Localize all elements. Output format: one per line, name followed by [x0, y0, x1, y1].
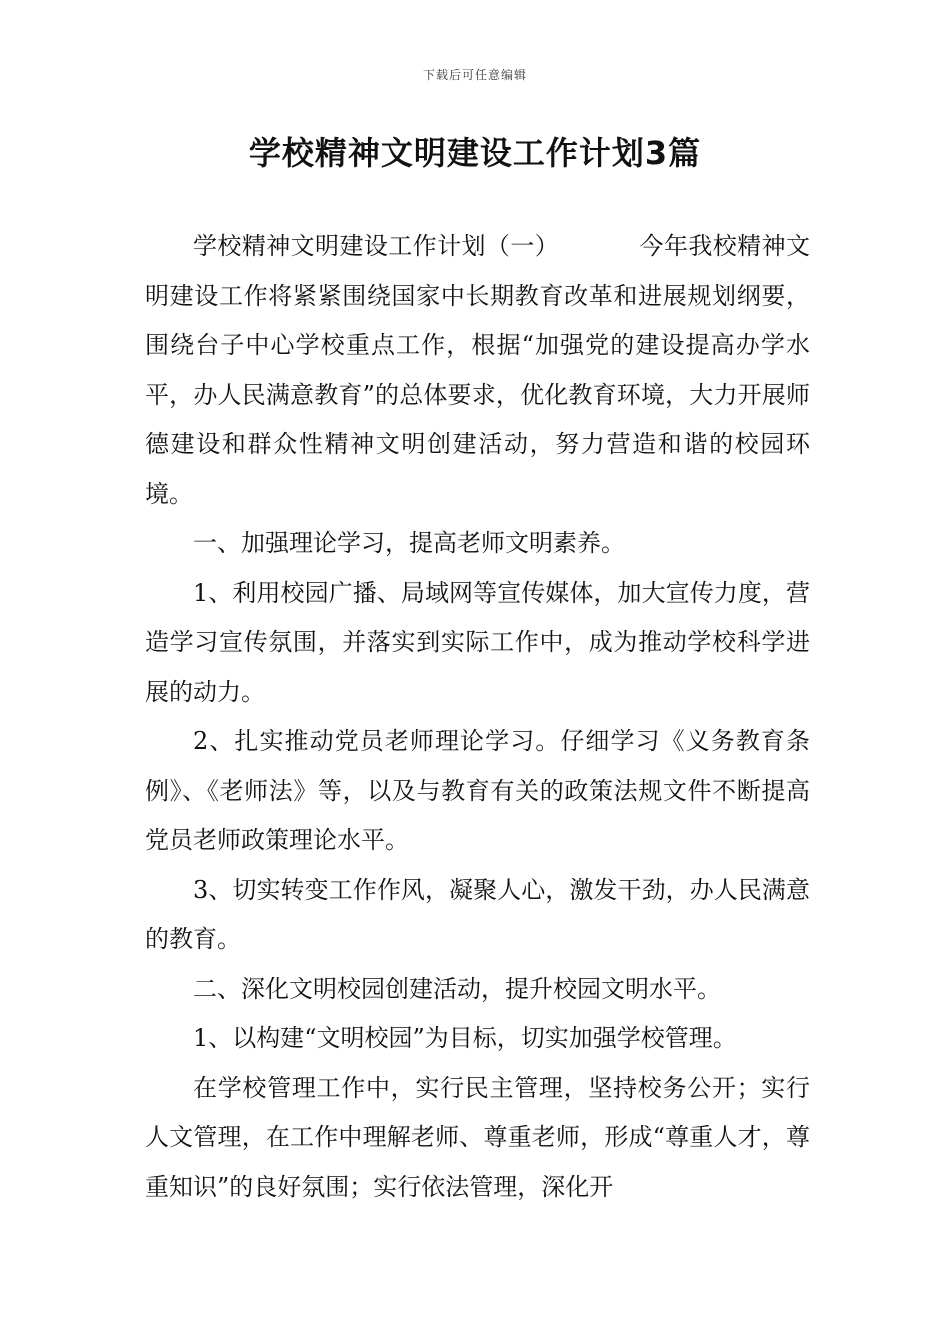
document-body [145, 222, 810, 1212]
paragraph: 二、深化文明校园创建活动，提升校园文明水平。 [193, 974, 721, 1003]
header-note: 下载后可任意编辑 [422, 68, 527, 82]
paragraph: 1、利用校园广播、局域网等宣传媒体，加大宣传力度，营造学习宣传氛围，并落实到实际工作中，成为推动学校科学进展的动力。 [145, 578, 810, 706]
paragraph-intro [145, 222, 810, 519]
document-title: 学校精神文明建设工作计划3篇 [248, 134, 702, 172]
intro-body: 今年我校精神文明建设工作将紧紧围绕国家中长期教育改革和进展规划纲要，围绕台子中心学校重点工作，根据“加强党的建设提高办学水平，办人民满意教育”的总体要求，优化教育环境，大力开展师德建设和群众性精神文明创建活动，努力营造和谐的校园环境。 [145, 232, 811, 508]
section-heading: 学校精神文明建设工作计划（一） [193, 232, 560, 260]
paragraph: 一、加强理论学习，提高老师文明素养。 [193, 529, 625, 557]
paragraph: 在学校管理工作中，实行民主管理，坚持校务公开；实行人文管理，在工作中理解老师、尊重老师，形成“尊重人才，尊重知识”的良好氛围；实行依法管理，深化开 [145, 1073, 810, 1201]
paragraph: 1、以构建“文明校园”为目标，切实加强学校管理。 [193, 1024, 737, 1052]
paragraph: 3、切实转变工作作风，凝聚人心，激发干劲，办人民满意的教育。 [145, 875, 810, 953]
paragraph: 2、扎实推动党员老师理论学习。仔细学习《义务教育条例》、《老师法》等，以及与教育有关的政策法规文件不断提高党员老师政策理论水平。 [145, 727, 810, 854]
